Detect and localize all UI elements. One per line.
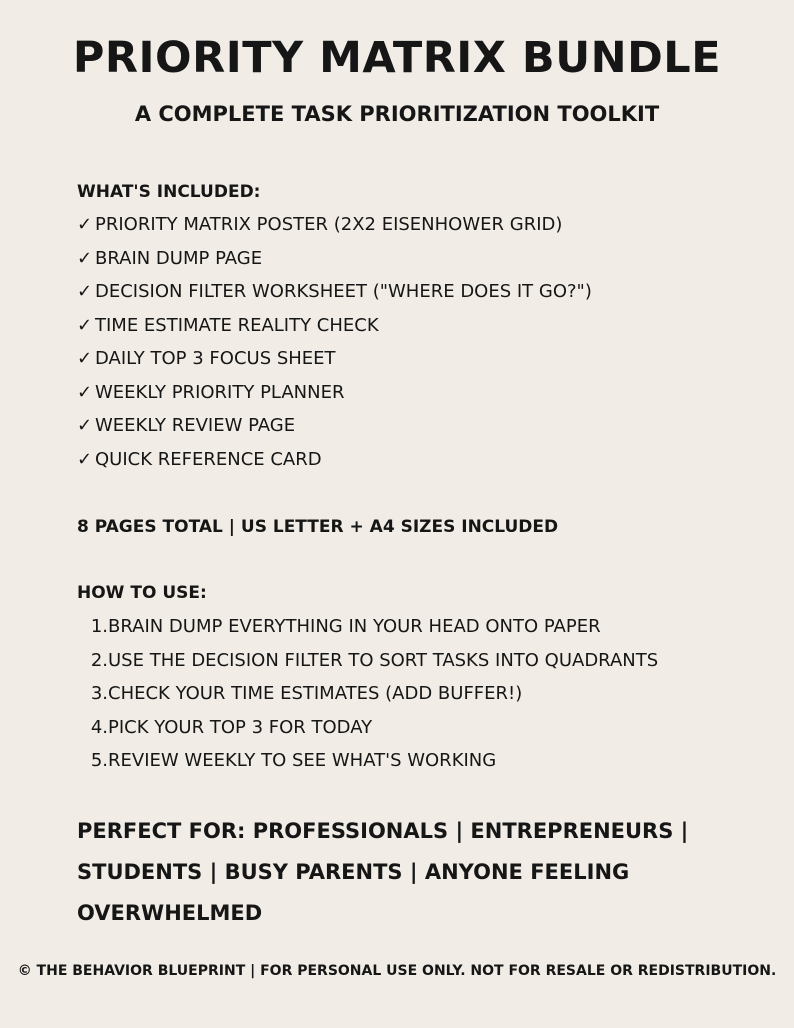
checkmark-icon: ✓ [77, 448, 93, 470]
list-item: ✓ TIME ESTIMATE REALITY CHECK [77, 309, 592, 343]
page-title: PRIORITY MATRIX BUNDLE [72, 33, 722, 83]
checkmark-icon: ✓ [77, 281, 93, 302]
included-heading: WHAT'S INCLUDED: [77, 182, 261, 202]
checkmark-icon: ✓ [77, 381, 93, 403]
step-number: 2. [90, 649, 108, 671]
list-item: 4.PICK YOUR TOP 3 FOR TODAY [77, 711, 658, 745]
list-item: 1.BRAIN DUMP EVERYTHING IN YOUR HEAD ONTO PAPER [77, 610, 658, 644]
list-item: 3.CHECK YOUR TIME ESTIMATES (ADD BUFFER!) [77, 677, 658, 711]
list-item: ✓ QUICK REFERENCE CARD [77, 443, 592, 477]
list-item: ✓ DECISION FILTER WORKSHEET ("WHERE DOES IT GO?") [77, 275, 592, 309]
list-item: ✓ WEEKLY PRIORITY PLANNER [77, 376, 592, 410]
list-item: ✓ PRIORITY MATRIX POSTER (2X2 EISENHOWER GRID) [77, 208, 592, 242]
step-number: 3. [90, 683, 108, 704]
included-list [77, 208, 592, 476]
checkmark-icon: ✓ [77, 247, 93, 269]
checkmark-icon: ✓ [77, 214, 93, 235]
checkmark-icon: ✓ [77, 415, 93, 436]
list-item: ✓ BRAIN DUMP PAGE [77, 242, 592, 276]
page-subtitle: A COMPLETE TASK PRIORITIZATION TOOLKIT [134, 102, 660, 126]
footer-copyright: © THE BEHAVIOR BLUEPRINT | FOR PERSONAL USE ONLY. NOT FOR RESALE OR REDISTRIBUTION. [17, 963, 777, 979]
checkmark-icon: ✓ [77, 348, 93, 369]
how-to-use-list [77, 610, 658, 778]
list-item: ✓ WEEKLY REVIEW PAGE [77, 409, 592, 443]
list-item: 2.USE THE DECISION FILTER TO SORT TASKS INTO QUADRANTS [77, 644, 658, 678]
pages-total: 8 PAGES TOTAL | US LETTER + A4 SIZES INCLUDED [77, 517, 559, 537]
checkmark-icon: ✓ [77, 314, 93, 336]
list-item: 5.REVIEW WEEKLY TO SEE WHAT'S WORKING [77, 744, 658, 778]
list-item: ✓ DAILY TOP 3 FOCUS SHEET [77, 342, 592, 376]
step-number: 4. [90, 716, 108, 738]
step-number: 1. [90, 616, 108, 637]
perfect-for: PERFECT FOR: PROFESSIONALS | ENTREPRENEURS | STUDENTS | BUSY PARENTS | ANYONE FEELING OVERWHELMED [77, 819, 689, 925]
step-number: 5. [90, 750, 108, 771]
how-to-use-heading: HOW TO USE: [77, 583, 207, 603]
